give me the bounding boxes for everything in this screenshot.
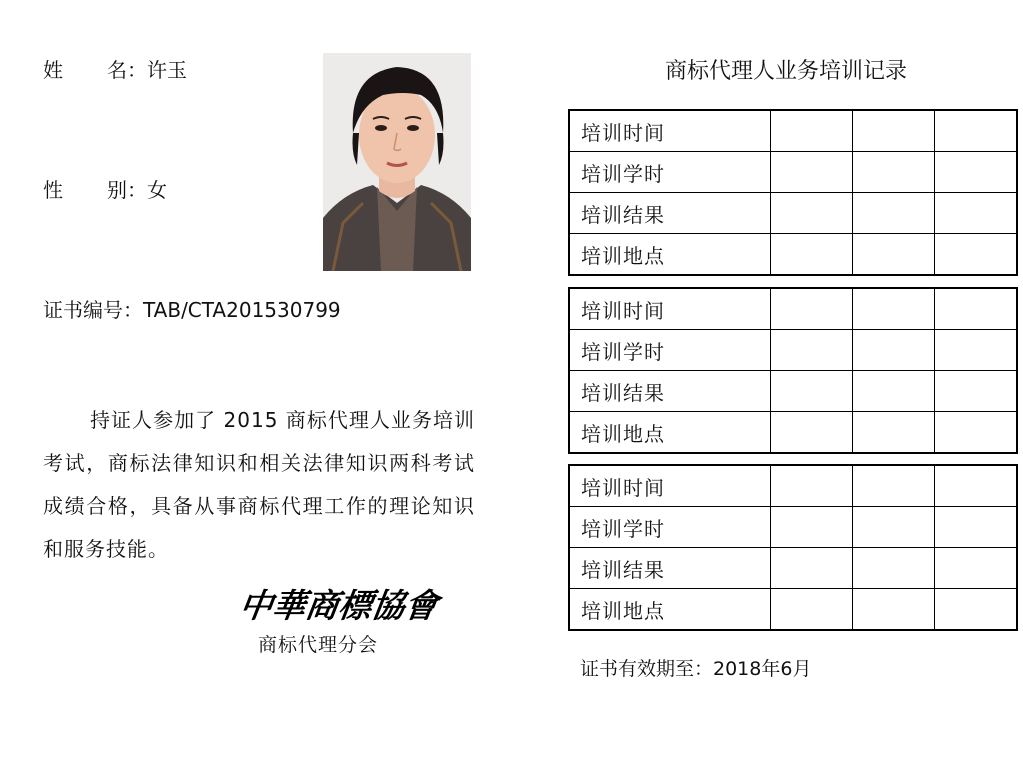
table-cell <box>853 234 935 276</box>
table-row <box>569 330 1017 371</box>
table-cell <box>771 412 853 454</box>
table-cell <box>935 288 1018 330</box>
table-cell <box>771 193 853 234</box>
validity-date: 证书有效期至：2018年6月 <box>580 658 812 680</box>
name-label-part1: 姓 <box>43 58 107 82</box>
table-cell <box>935 507 1018 548</box>
table-row <box>569 548 1017 589</box>
table-row <box>569 234 1017 276</box>
gender-field <box>43 176 167 204</box>
table-cell <box>935 371 1018 412</box>
table-cell <box>771 371 853 412</box>
table-cell <box>935 152 1018 193</box>
table-cell <box>771 110 853 152</box>
table-cell <box>935 465 1018 507</box>
table-cell <box>771 465 853 507</box>
certificate-number-label: 证书编号： <box>43 298 143 322</box>
name-value: 许玉 <box>147 58 187 82</box>
certificate-statement: 持证人参加了 2015 商标代理人业务培训考试，商标法律知识和相关法律知识两科考试成绩合格，具备从事商标代理工作的理论知识和服务技能。 <box>43 408 475 561</box>
table-cell <box>853 193 935 234</box>
row-label: 培训学时 <box>569 152 771 193</box>
holder-photo <box>323 53 471 271</box>
training-record-table-2 <box>568 287 1018 454</box>
table-row <box>569 288 1017 330</box>
table-row <box>569 110 1017 152</box>
table-cell <box>771 152 853 193</box>
table-cell <box>935 234 1018 276</box>
table-cell <box>853 465 935 507</box>
table-cell <box>771 548 853 589</box>
table-cell <box>853 589 935 631</box>
gender-label-part1: 性 <box>43 178 107 202</box>
table-cell <box>935 548 1018 589</box>
table-cell <box>935 330 1018 371</box>
certificate-number-value: TAB/CTA201530799 <box>143 298 341 322</box>
table-cell <box>853 548 935 589</box>
table-cell <box>771 507 853 548</box>
table-row <box>569 371 1017 412</box>
gender-label-part2: 别： <box>107 178 147 202</box>
certificate-number-field <box>43 296 341 324</box>
table-cell <box>935 110 1018 152</box>
table-row <box>569 152 1017 193</box>
row-label: 培训结果 <box>569 548 771 589</box>
row-label: 培训结果 <box>569 371 771 412</box>
gender-value: 女 <box>147 178 167 202</box>
table-row <box>569 193 1017 234</box>
table-cell <box>853 330 935 371</box>
row-label: 培训地点 <box>569 234 771 276</box>
training-record-table-3 <box>568 464 1018 631</box>
row-label: 培训时间 <box>569 288 771 330</box>
table-cell <box>853 110 935 152</box>
training-record-title: 商标代理人业务培训记录 <box>664 59 907 84</box>
row-label: 培训结果 <box>569 193 771 234</box>
table-cell <box>771 288 853 330</box>
table-cell <box>771 330 853 371</box>
row-label: 培训学时 <box>569 330 771 371</box>
table-cell <box>935 193 1018 234</box>
table-cell <box>853 288 935 330</box>
table-row <box>569 465 1017 507</box>
name-field <box>43 56 187 84</box>
table-cell <box>853 371 935 412</box>
table-row <box>569 507 1017 548</box>
table-cell <box>853 152 935 193</box>
association-seal-calligraphy: 中華商標協會 <box>236 586 441 625</box>
row-label: 培训学时 <box>569 507 771 548</box>
table-row <box>569 412 1017 454</box>
row-label: 培训地点 <box>569 589 771 631</box>
row-label: 培训时间 <box>569 110 771 152</box>
table-cell <box>935 589 1018 631</box>
name-label-part2: 名： <box>107 58 147 82</box>
table-cell <box>771 589 853 631</box>
table-cell <box>853 507 935 548</box>
table-cell <box>935 412 1018 454</box>
issuer-subtitle: 商标代理分会 <box>258 634 379 656</box>
table-cell <box>771 234 853 276</box>
training-record-table-1 <box>568 109 1018 276</box>
table-row <box>569 589 1017 631</box>
table-cell <box>853 412 935 454</box>
row-label: 培训地点 <box>569 412 771 454</box>
row-label: 培训时间 <box>569 465 771 507</box>
